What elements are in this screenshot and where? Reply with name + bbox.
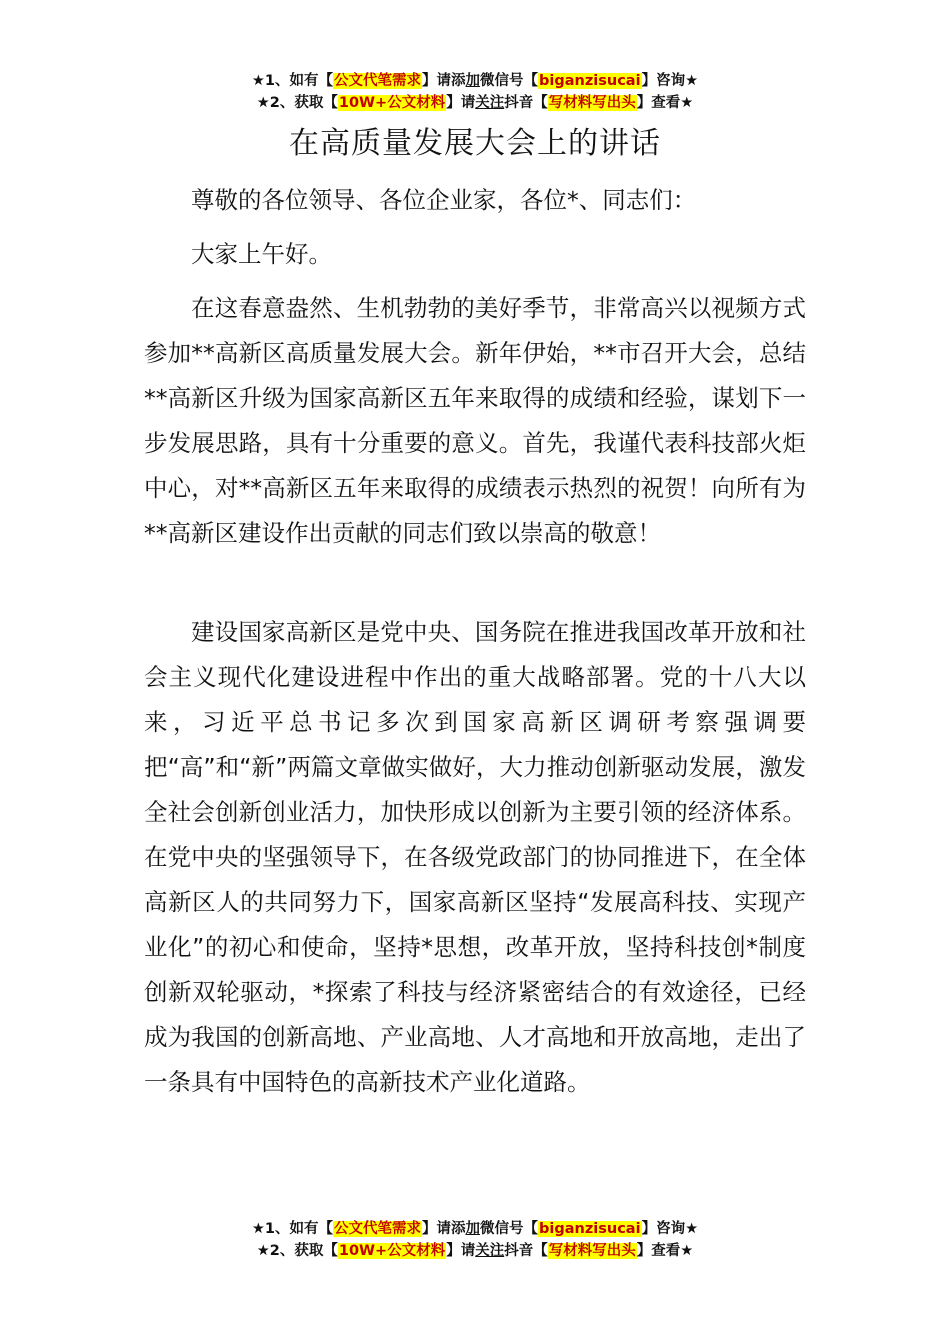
salutation bbox=[144, 178, 806, 223]
footer-banner bbox=[0, 1218, 950, 1262]
paragraph-1-text: 在这春意盎然、生机勃勃的美好季节，非常高兴以视频方式参加**高新区高质量发展大会。新年伊始，**市召开大会，总结**高新区升级为国家高新区五年来取得的成绩和经验，谋划下一步发展思路，具有十分重要的意义。首先，我谨代表科技部火炬中心，对**高新区五年来取得的成绩表示热烈的祝贺！向所有为**高新区建设作出贡献的同志们致以崇高的敬意！ bbox=[144, 294, 806, 547]
banner-text: 】查看★ bbox=[636, 1243, 694, 1259]
banner-text: 】请添 bbox=[422, 1221, 466, 1237]
banner-text: 】请添 bbox=[422, 73, 466, 89]
highlight-text: 10W+公文材料 bbox=[338, 1243, 446, 1259]
underlined-text: 加 bbox=[465, 1221, 481, 1237]
paragraph-1 bbox=[144, 286, 806, 556]
banner-text: ★2、获取【 bbox=[256, 95, 338, 111]
wechat-id-highlight: biganzisucai bbox=[539, 73, 641, 89]
douyin-highlight: 写材料写出头 bbox=[548, 1243, 636, 1259]
banner-text: 】请 bbox=[446, 95, 476, 111]
salutation-text: 尊敬的各位领导、各位企业家，各位*、同志们： bbox=[191, 186, 697, 214]
banner-text: ★1、如有【 bbox=[251, 73, 334, 89]
banner-text: 微信号【 bbox=[480, 73, 539, 89]
wechat-id-highlight: biganzisucai bbox=[539, 1221, 641, 1237]
greeting-text: 大家上午好。 bbox=[191, 240, 332, 268]
underlined-text: 关注 bbox=[475, 95, 505, 111]
banner-line-2 bbox=[0, 1240, 950, 1262]
underlined-text: 关注 bbox=[475, 1243, 505, 1259]
banner-text: 】查看★ bbox=[636, 95, 694, 111]
banner-text: ★1、如有【 bbox=[251, 1221, 334, 1237]
banner-text: 】请 bbox=[446, 1243, 476, 1259]
header-banner bbox=[0, 70, 950, 114]
highlight-text: 公文代笔需求 bbox=[334, 73, 422, 89]
greeting bbox=[144, 232, 806, 277]
banner-text: 】咨询★ bbox=[641, 1221, 699, 1237]
banner-text: 抖音【 bbox=[504, 95, 548, 111]
banner-line-1 bbox=[0, 1218, 950, 1240]
banner-text: ★2、获取【 bbox=[256, 1243, 338, 1259]
paragraph-2 bbox=[144, 610, 806, 1105]
paragraph-2-text: 建设国家高新区是党中央、国务院在推进我国改革开放和社会主义现代化建设进程中作出的重大战略部署。党的十八大以来，习近平总书记多次到国家高新区调研考察强调要把“高”和“新”两篇文章做实做好，大力推动创新驱动发展，激发全社会创新创业活力，加快形成以创新为主要引领的经济体系。在党中央的坚强领导下，在各级党政部门的协同推进下，在全体高新区人的共同努力下，国家高新区坚持“发展高科技、实现产业化”的初心和使命，坚持*思想，改革开放，坚持科技创*制度创新双轮驱动，*探索了科技与经济紧密结合的有效途径，已经成为我国的创新高地、产业高地、人才高地和开放高地，走出了一条具有中国特色的高新技术产业化道路。 bbox=[144, 618, 806, 1096]
highlight-text: 公文代笔需求 bbox=[334, 1221, 422, 1237]
banner-line-2 bbox=[0, 92, 950, 114]
banner-line-1 bbox=[0, 70, 950, 92]
banner-text: 抖音【 bbox=[504, 1243, 548, 1259]
highlight-text: 10W+公文材料 bbox=[338, 95, 446, 111]
document-title: 在高质量发展大会上的讲话 bbox=[289, 126, 661, 161]
banner-text: 】咨询★ bbox=[641, 73, 699, 89]
douyin-highlight: 写材料写出头 bbox=[548, 95, 636, 111]
banner-text: 微信号【 bbox=[480, 1221, 539, 1237]
underlined-text: 加 bbox=[465, 73, 481, 89]
